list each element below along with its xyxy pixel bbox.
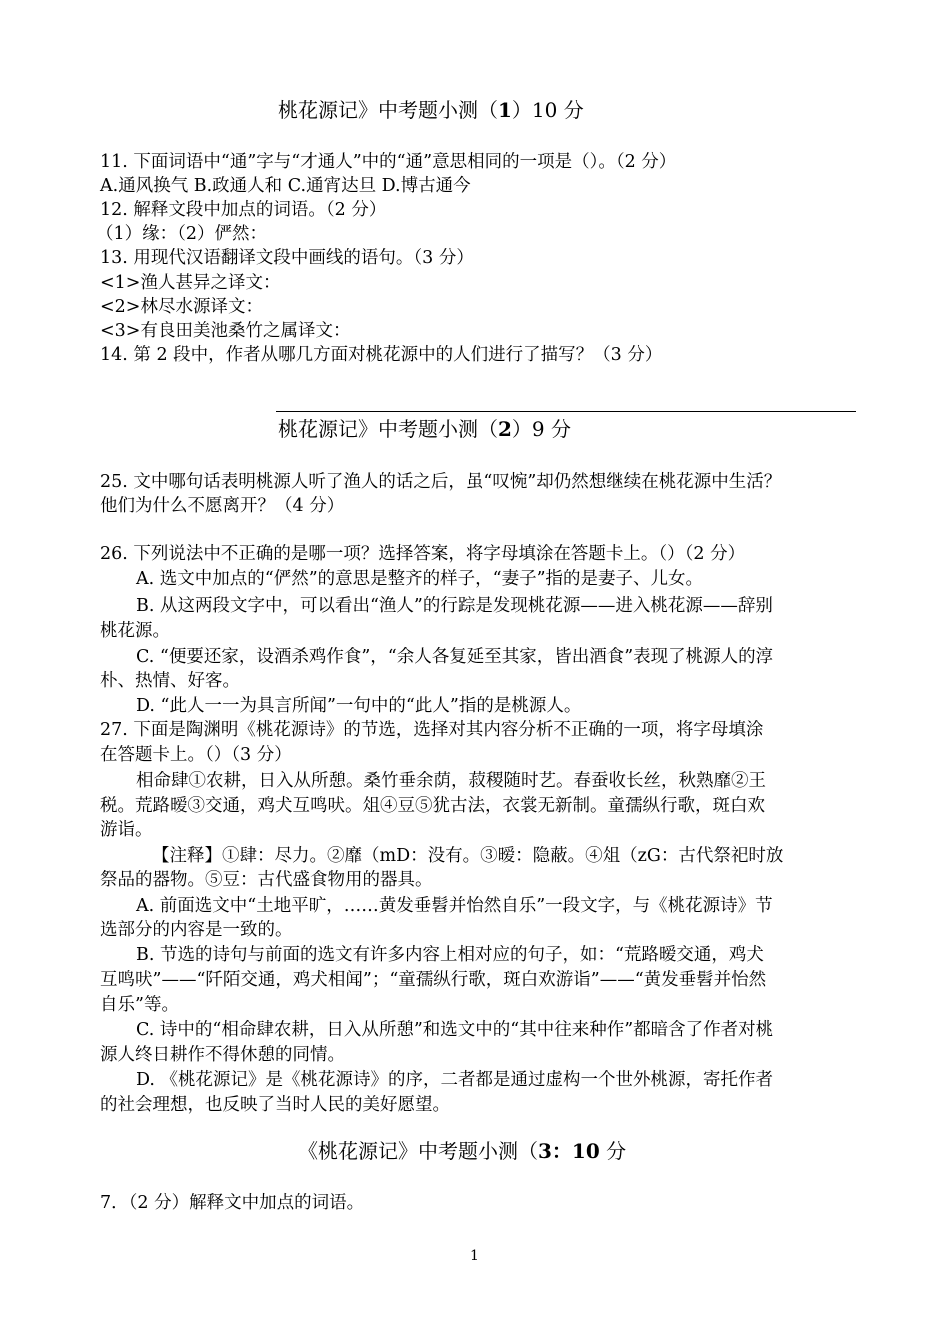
section1-title: 桃花源记》中考题小测（1）10 分	[278, 98, 584, 122]
question-14: 14. 第 2 段中，作者从哪几方面对桃花源中的人们进行了描写？（3 分）	[100, 345, 663, 365]
question-27-option-d: D. 《桃花源记》是《桃花源诗》的序，二者都是通过虚构一个世外桃源，寄托作者	[136, 1070, 774, 1090]
question-12-items: （1）缘：（2）俨然：	[96, 224, 268, 244]
question-13-item-2: <2>林尽水源译文：	[100, 297, 263, 317]
question-27-cont: 在答题卡上。（）（3 分）	[100, 745, 292, 765]
poem-line-3: 游诣。	[100, 820, 153, 840]
question-26-option-a: A. 选文中加点的“俨然”的意思是整齐的样子，“妻子”指的是妻子、儿女。	[136, 569, 704, 589]
poem-line-1: 相命肆①农耕，日入从所憩。桑竹垂余荫，菽稷随时艺。春蚕收长丝，秋熟靡②王	[136, 771, 766, 791]
question-26-option-d: D. “此人一一为具言所闻”一句中的“此人”指的是桃源人。	[136, 696, 582, 716]
question-27-option-d-cont: 的社会理想，也反映了当时人民的美好愿望。	[100, 1095, 450, 1115]
question-11: 11. 下面词语中“通”字与“才通人”中的“通”意思相同的一项是（）。（2 分）	[100, 152, 677, 172]
question-27-option-b-cont-1: 互鸣吠”——“阡陌交通，鸡犬相闻”；“童孺纵行歌，斑白欢游诣”——“黄发垂髫并怡然	[100, 970, 767, 990]
annotation-line-1: 【注释】①肆：尽力。②靡（mD：没有。③暧：隐蔽。④俎（zG：古代祭祀时放	[152, 846, 784, 866]
question-26-option-c-cont: 朴、热情、好客。	[100, 671, 240, 691]
question-26-option-b-cont: 桃花源。	[100, 621, 170, 641]
question-11-options: A.通风换气 B.政通人和 C.通宵达旦 D.博古通今	[100, 176, 471, 196]
page-number: 1	[470, 1248, 479, 1264]
question-27-option-a-cont: 选部分的内容是一致的。	[100, 920, 293, 940]
question-12: 12. 解释文段中加点的词语。（2 分）	[100, 200, 387, 220]
question-26: 26. 下列说法中不正确的是哪一项？选择答案，将字母填涂在答题卡上。（）（2 分）	[100, 544, 746, 564]
question-27-option-b: B. 节选的诗句与前面的选文有许多内容上相对应的句子，如：“荒路暧交通，鸡犬	[136, 945, 764, 965]
question-13-item-3: <3>有良田美池桑竹之属译文：	[100, 321, 351, 341]
question-13: 13. 用现代汉语翻译文段中画线的语句。（3 分）	[100, 248, 474, 268]
question-25-line-2: 他们为什么不愿离开？（4 分）	[100, 496, 345, 516]
divider-line	[276, 411, 856, 412]
question-26-option-b: B. 从这两段文字中，可以看出“渔人”的行踪是发现桃花源——进入桃花源——辞别	[136, 596, 773, 616]
question-27: 27. 下面是陶渊明《桃花源诗》的节选，选择对其内容分析不正确的一项，将字母填涂	[100, 720, 764, 740]
question-27-option-c-cont: 源人终日耕作不得休憩的同情。	[100, 1045, 345, 1065]
question-25-line-1: 25. 文中哪句话表明桃源人听了渔人的话之后，虽“叹惋”却仍然想继续在桃花源中生活？	[100, 472, 782, 492]
annotation-line-2: 祭品的器物。⑤豆：古代盛食物用的器具。	[100, 870, 433, 890]
section3-title: 《桃花源记》中考题小测（3：10 分	[298, 1139, 627, 1163]
question-26-option-c: C. “便要还家，设酒杀鸡作食”，“余人各复延至其家，皆出酒食”表现了桃源人的淳	[136, 647, 774, 667]
section2-title: 桃花源记》中考题小测（2）9 分	[278, 417, 572, 441]
question-7: 7．（2 分）解释文中加点的词语。	[100, 1193, 365, 1213]
question-13-item-1: <1>渔人甚异之译文：	[100, 273, 281, 293]
poem-line-2: 税。荒路暧③交通，鸡犬互鸣吠。俎④豆⑤犹古法，衣裳无新制。童孺纵行歌，斑白欢	[100, 796, 765, 816]
question-27-option-b-cont-2: 自乐”等。	[100, 995, 179, 1015]
question-27-option-a: A. 前面选文中“土地平旷，……黄发垂髫并怡然自乐”一段文字，与《桃花源诗》节	[136, 896, 773, 916]
question-27-option-c: C. 诗中的“相命肆农耕，日入从所憩”和选文中的“其中往来种作”都暗含了作者对桃	[136, 1020, 774, 1040]
